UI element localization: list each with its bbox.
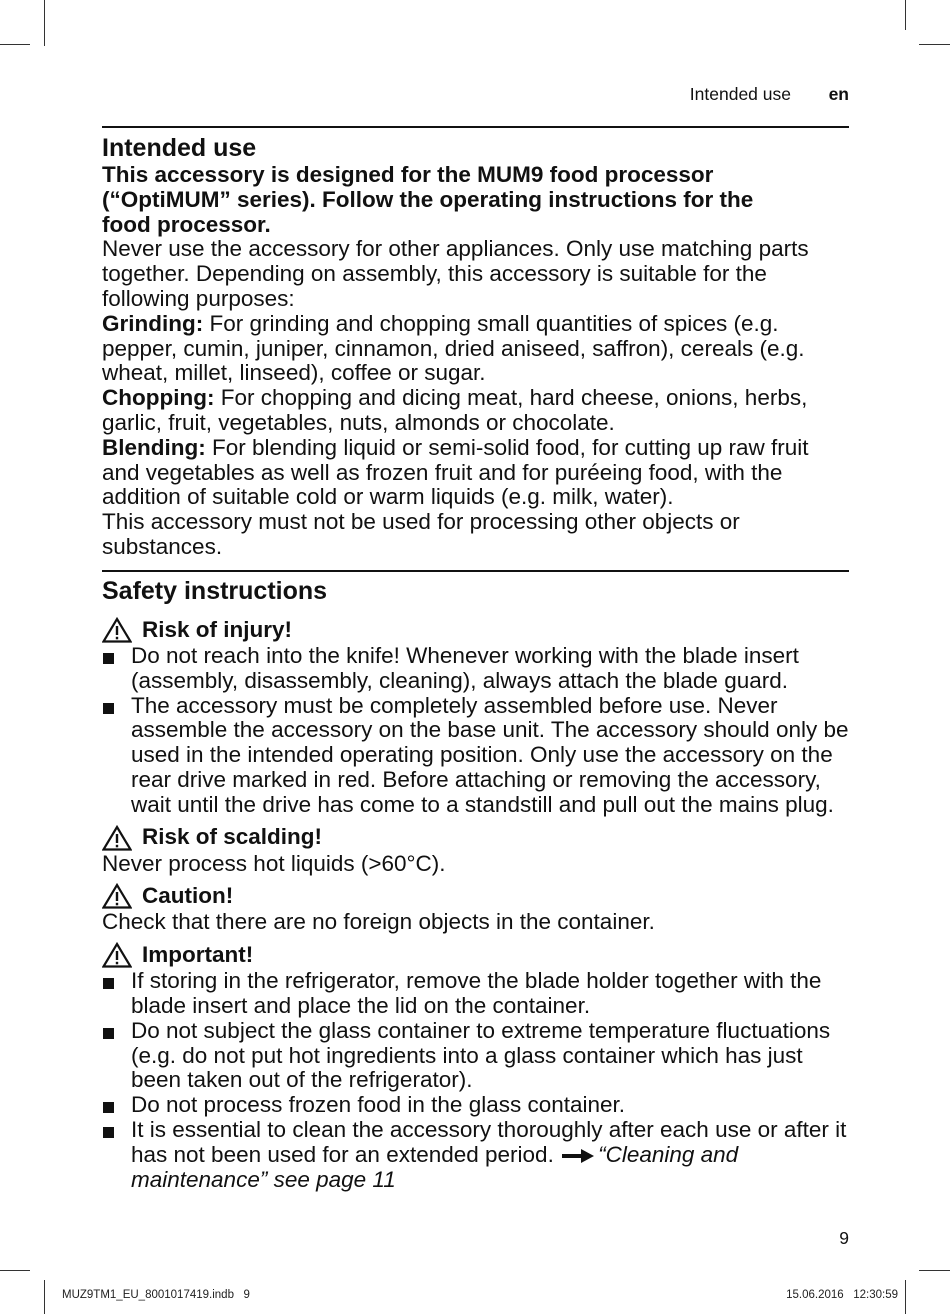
use-chopping bbox=[102, 386, 852, 436]
crop-mark bbox=[919, 44, 950, 45]
warning-triangle-icon bbox=[102, 883, 132, 909]
use-term: Grinding: bbox=[102, 310, 204, 336]
header-language: en bbox=[828, 84, 849, 104]
crop-mark bbox=[44, 1280, 45, 1314]
warning-heading: Risk of scalding! bbox=[142, 824, 323, 850]
use-term: Blending: bbox=[102, 434, 206, 460]
section-rule bbox=[102, 570, 849, 572]
running-header bbox=[102, 84, 849, 108]
crop-mark bbox=[905, 0, 906, 30]
square-bullet-icon bbox=[103, 1102, 114, 1113]
use-text: For blending liquid or semi-solid food, for cutting up raw fruit and vegetables as well as frozen fruit and for puréeing food, with the addition of suitable cold or warm liquids (e.g. milk, water). bbox=[102, 434, 809, 510]
crop-mark bbox=[919, 1270, 950, 1271]
list-item bbox=[102, 1093, 852, 1118]
warning-heading: Risk of injury! bbox=[142, 616, 293, 642]
list-item-text: It is essential to clean the accessory thoroughly after each use or after it has not been used for an extended period. bbox=[131, 1116, 847, 1167]
warning-injury bbox=[102, 616, 852, 644]
list-item-text: Do not process frozen food in the glass container. bbox=[131, 1092, 626, 1118]
use-blending bbox=[102, 436, 852, 510]
warning-caution bbox=[102, 882, 852, 910]
list-item-text: If storing in the refrigerator, remove the blade holder together with the blade insert and place the lid on the container. bbox=[131, 968, 822, 1018]
list-item-text: Do not reach into the knife! Whenever working with the blade insert (assembly, disassembly, cleaning), always attach the blade guard. bbox=[131, 643, 799, 693]
list-item bbox=[102, 1118, 852, 1192]
warning-triangle-icon bbox=[102, 825, 132, 851]
warning-important bbox=[102, 941, 852, 969]
list-item-text: The accessory must be completely assembled before use. Never assemble the accessory on the base unit. The accessory should only be used in the intended operating position. Only use the accessory on the rear drive marked in red. Before attaching or removing the accessory, wait until the drive has come to a standstill and pull out the mains plug. bbox=[131, 692, 849, 817]
header-section-title: Intended use bbox=[689, 84, 791, 104]
intended-use-lead: This accessory is designed for the MUM9 food processor (“OptiMUM” series). Follow the operating instructions for the food processor. bbox=[102, 162, 754, 237]
crop-mark bbox=[0, 1270, 30, 1271]
crop-mark bbox=[44, 0, 45, 46]
arrow-right-icon bbox=[562, 1149, 594, 1163]
safety-heading: Safety instructions bbox=[102, 577, 328, 605]
warning-heading: Caution! bbox=[142, 882, 234, 908]
intended-use-paragraph: Never use the accessory for other appliances. Only use matching parts together. Depending on assembly, this accessory is suitable for the following purposes: bbox=[102, 236, 809, 311]
warning-scalding bbox=[102, 824, 852, 852]
use-text: For grinding and chopping small quantities of spices (e.g. pepper, cumin, juniper, cinnamon, dried aniseed, saffron), cereals (e.g. wheat, millet, linseed), coffee or sugar. bbox=[102, 310, 805, 386]
section-rule bbox=[102, 126, 849, 128]
important-list bbox=[102, 969, 852, 1192]
page-number: 9 bbox=[839, 1228, 849, 1248]
warning-triangle-icon bbox=[102, 942, 132, 968]
square-bullet-icon bbox=[103, 703, 114, 714]
use-text: For chopping and dicing meat, hard cheese, onions, herbs, garlic, fruit, vegetables, nuts, almonds or chocolate. bbox=[102, 385, 808, 435]
square-bullet-icon bbox=[103, 1028, 114, 1039]
square-bullet-icon bbox=[103, 978, 114, 989]
list-item bbox=[102, 694, 852, 818]
intended-use-heading: Intended use bbox=[102, 134, 257, 162]
scalding-text: Never process hot liquids (>60°C). bbox=[102, 850, 446, 876]
list-item bbox=[102, 644, 852, 694]
warning-triangle-icon bbox=[102, 617, 132, 643]
list-item bbox=[102, 969, 852, 1019]
list-item-text: Do not subject the glass container to extreme temperature fluctuations (e.g. do not put hot ingredients into a glass container which has just been taken out of the refrigerator). bbox=[131, 1017, 831, 1093]
warning-heading: Important! bbox=[142, 941, 254, 967]
intended-use-section bbox=[102, 133, 852, 560]
intended-use-restriction: This accessory must not be used for processing other objects or substances. bbox=[102, 509, 740, 559]
crop-mark bbox=[905, 1280, 906, 1314]
use-grinding bbox=[102, 312, 852, 386]
cross-reference-link[interactable]: “Cleaning and maintenance” see page 11 bbox=[131, 1141, 739, 1192]
footer-timestamp: 15.06.2016 12:30:59 bbox=[786, 1289, 898, 1301]
use-term: Chopping: bbox=[102, 385, 215, 411]
caution-text: Check that there are no foreign objects in the container. bbox=[102, 909, 655, 935]
footer-file-info: MUZ9TM1_EU_8001017419.indb 9 bbox=[62, 1289, 250, 1301]
square-bullet-icon bbox=[103, 653, 114, 664]
crop-mark bbox=[0, 44, 30, 45]
list-item bbox=[102, 1019, 852, 1093]
injury-list bbox=[102, 644, 852, 818]
square-bullet-icon bbox=[103, 1127, 114, 1138]
safety-section bbox=[102, 576, 852, 1192]
